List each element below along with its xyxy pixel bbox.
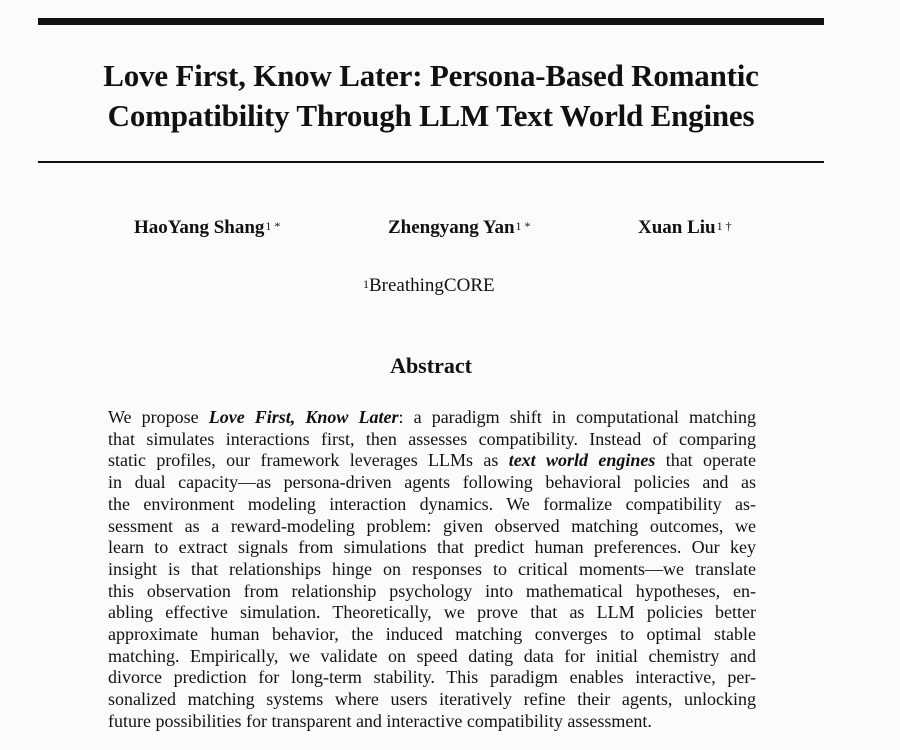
- abstract-line: approximate human behavior, the induced matching converges to optimal stable: [108, 624, 756, 645]
- abstract-line: sessment as a reward-modeling problem: given observed matching outcomes, we: [108, 515, 756, 536]
- title-top-rule: [38, 18, 824, 25]
- affiliation-name: BreathingCORE: [369, 275, 495, 296]
- abstract-text: We propose: [108, 407, 209, 427]
- abstract-heading: Abstract: [390, 353, 472, 378]
- author-2-name: Zhengyang Yan: [388, 217, 515, 238]
- abstract-line: [108, 407, 756, 429]
- paper-title: [38, 56, 824, 136]
- author-3-name: Xuan Liu: [638, 217, 716, 238]
- abstract-line: matching. Empirically, we validate on speed dating data for initial chemistry and: [108, 645, 756, 666]
- abstract-line: divorce prediction for long-term stability. This paradigm enables interactive, per-: [108, 667, 756, 688]
- paper-title-line-2: Compatibility Through LLM Text World Engines: [107, 98, 755, 133]
- affiliation: [362, 274, 495, 298]
- author-2: [388, 216, 531, 240]
- author-3: [638, 216, 732, 240]
- abstract-body: [108, 407, 756, 733]
- author-1-name: HaoYang Shang: [134, 217, 265, 238]
- paper-title-line-1: Love First, Know Later: Persona-Based Romantic: [103, 58, 759, 93]
- title-bottom-rule: [38, 161, 824, 163]
- affiliation-mark: 1: [363, 277, 369, 291]
- abstract-line: abling effective simulation. Theoretically, we prove that as LLM policies better: [108, 602, 756, 623]
- abstract-line: [108, 450, 756, 472]
- abstract-line: this observation from relationship psychology into mathematical hypotheses, en-: [108, 580, 756, 601]
- abstract-line: in dual capacity—as persona-driven agents following behavioral policies and as: [108, 472, 756, 493]
- abstract-text: static profiles, our framework leverages LLMs as: [108, 450, 509, 471]
- abstract-line: future possibilities for transparent and interactive compatibility assessment.: [108, 710, 652, 731]
- author-1: [134, 216, 280, 240]
- abstract-emphasis: text world engines: [508, 450, 656, 471]
- author-1-marks: 1 *: [265, 219, 281, 233]
- abstract-line: sonalized matching systems where users iteratively refine their agents, unlocking: [108, 689, 756, 710]
- abstract-text: that operate: [655, 450, 756, 471]
- abstract-line: learn to extract signals from simulations that predict human preferences. Our key: [108, 537, 756, 558]
- abstract-emphasis: Love First, Know Later: [208, 407, 399, 427]
- author-2-marks: 1 *: [515, 219, 531, 233]
- abstract-text: : a paradigm shift in computational matching: [398, 407, 756, 427]
- abstract-line: the environment modeling interaction dynamics. We formalize compatibility as-: [108, 493, 756, 514]
- abstract-line: that simulates interactions first, then assesses compatibility. Instead of comparing: [108, 428, 756, 449]
- abstract-line: insight is that relationships hinge on responses to critical moments—we translate: [108, 558, 756, 579]
- author-3-marks: 1 †: [716, 219, 732, 233]
